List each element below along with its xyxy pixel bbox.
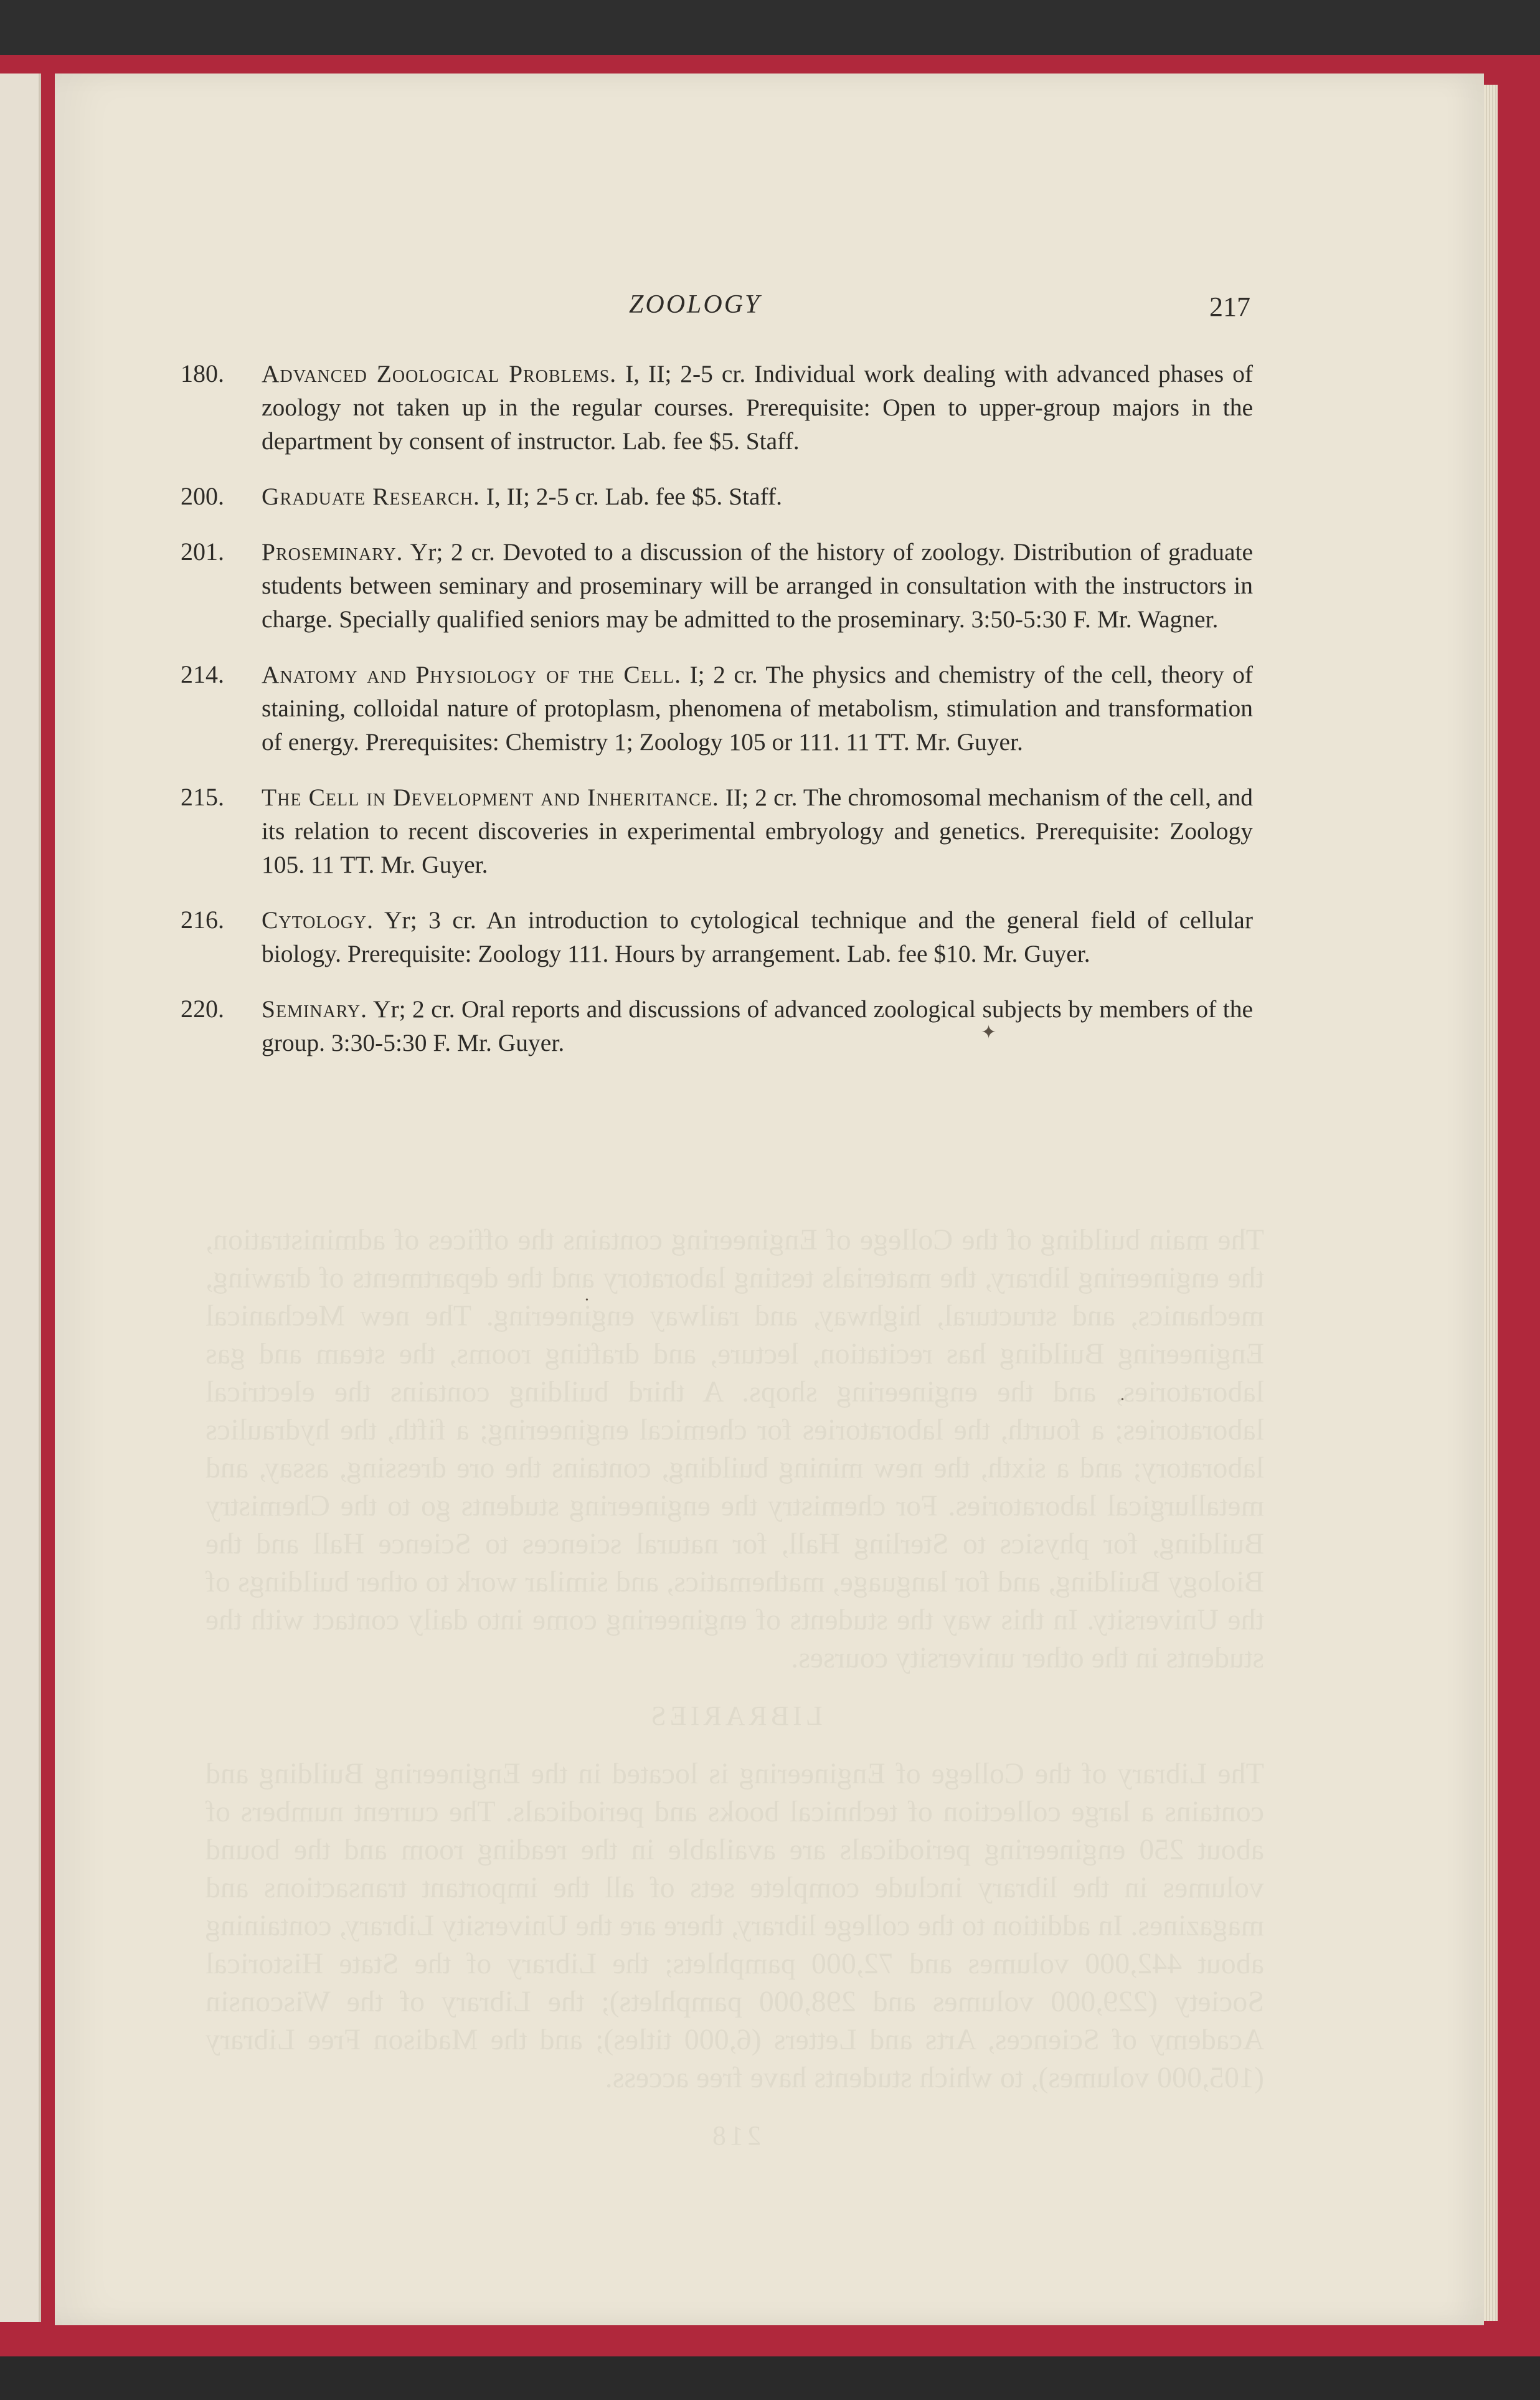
course-text: I, II; 2-5 cr. Lab. fee $5. Staff. <box>486 483 783 510</box>
course-title: Seminary. <box>262 995 367 1023</box>
facing-page-edge <box>0 74 41 2322</box>
course-text: I; 2 cr. The physics and chemistry of the cell, theory of staining, colloidal nature of protoplasm, phenomena of metabolism, stimulation and transformation of energy. Prerequisites: Chemistry 1; Zoology 105 or 111. 11 TT. Mr. Guyer. <box>262 661 1253 756</box>
course-description <box>262 903 1253 970</box>
show-through-page-number <box>205 2117 1264 2155</box>
course-title: Cytology. <box>262 906 374 934</box>
course-entry <box>181 992 1253 1060</box>
scan-background-bottom <box>0 2356 1540 2400</box>
page-number: 217 <box>1209 292 1250 322</box>
course-entry <box>181 780 1253 881</box>
running-head-title: ZOOLOGY <box>629 290 762 319</box>
course-text: Yr; 2 cr. Oral reports and discussions of advanced zoological subjects by members of the group. 3:30-5:30 F. Mr. Guyer. <box>262 995 1253 1056</box>
course-number: 180. <box>181 359 224 387</box>
course-number: 200. <box>181 482 224 510</box>
course-entry <box>181 480 1253 513</box>
course-text: II; 2 cr. The chromosomal mechanism of the cell, and its relation to recent discoveries in experimental embryology and genetics. Prerequisite: Zoology 105. 11 TT. Mr. Guyer. <box>262 784 1254 878</box>
paper-speck: ✦ <box>981 1022 997 1043</box>
course-title: Anatomy and Physiology of the Cell. <box>262 661 681 688</box>
course-description <box>262 992 1253 1060</box>
course-description <box>262 357 1253 458</box>
show-through-heading <box>205 1697 1264 1735</box>
show-through-paragraph <box>205 1755 1264 2097</box>
course-number: 215. <box>181 783 224 811</box>
paper-speck: • <box>1121 1395 1124 1405</box>
course-description <box>262 480 1253 513</box>
course-number: 201. <box>181 538 224 566</box>
scan-background-top <box>0 0 1540 56</box>
course-entry <box>181 535 1253 636</box>
show-through-paragraph <box>205 1221 1264 1677</box>
course-description <box>262 780 1253 881</box>
course-title: Proseminary. <box>262 538 404 566</box>
course-text: Yr; 3 cr. An introduction to cytological technique and the general field of cellular biology. Prerequisite: Zoology 111. Hours by arrangement. Lab. fee $10. Mr. Guyer. <box>262 906 1253 967</box>
course-description <box>262 535 1253 636</box>
course-description <box>262 658 1253 759</box>
paper-speck: • <box>585 1296 588 1305</box>
course-entry <box>181 658 1253 759</box>
course-number: 214. <box>181 660 224 688</box>
course-entry <box>181 357 1253 458</box>
course-number: 220. <box>181 995 224 1023</box>
course-title: Graduate Research. <box>262 483 480 510</box>
course-number: 216. <box>181 906 224 934</box>
course-list <box>181 357 1253 1081</box>
course-entry <box>181 903 1253 970</box>
course-title: The Cell in Development and Inheritance. <box>262 784 719 811</box>
course-text: I, II; 2-5 cr. Individual work dealing with advanced phases of zoology not taken up in the regular courses. Prerequisite: Open to upper-group majors in the department by consent of instructor. Lab. fee $5. Staff. <box>262 360 1253 455</box>
page-block-edge <box>1484 85 1498 2321</box>
show-through-text <box>205 1221 1264 2180</box>
course-title: Advanced Zoological Problems. <box>262 360 617 387</box>
course-text: Yr; 2 cr. Devoted to a discussion of the history of zoology. Distribution of graduate students between seminary and proseminary will be arranged in consultation with the instructors in charge. Specially qualified seniors may be admitted to the proseminary. 3:50-5:30 F. Mr. Wagner. <box>262 538 1253 633</box>
